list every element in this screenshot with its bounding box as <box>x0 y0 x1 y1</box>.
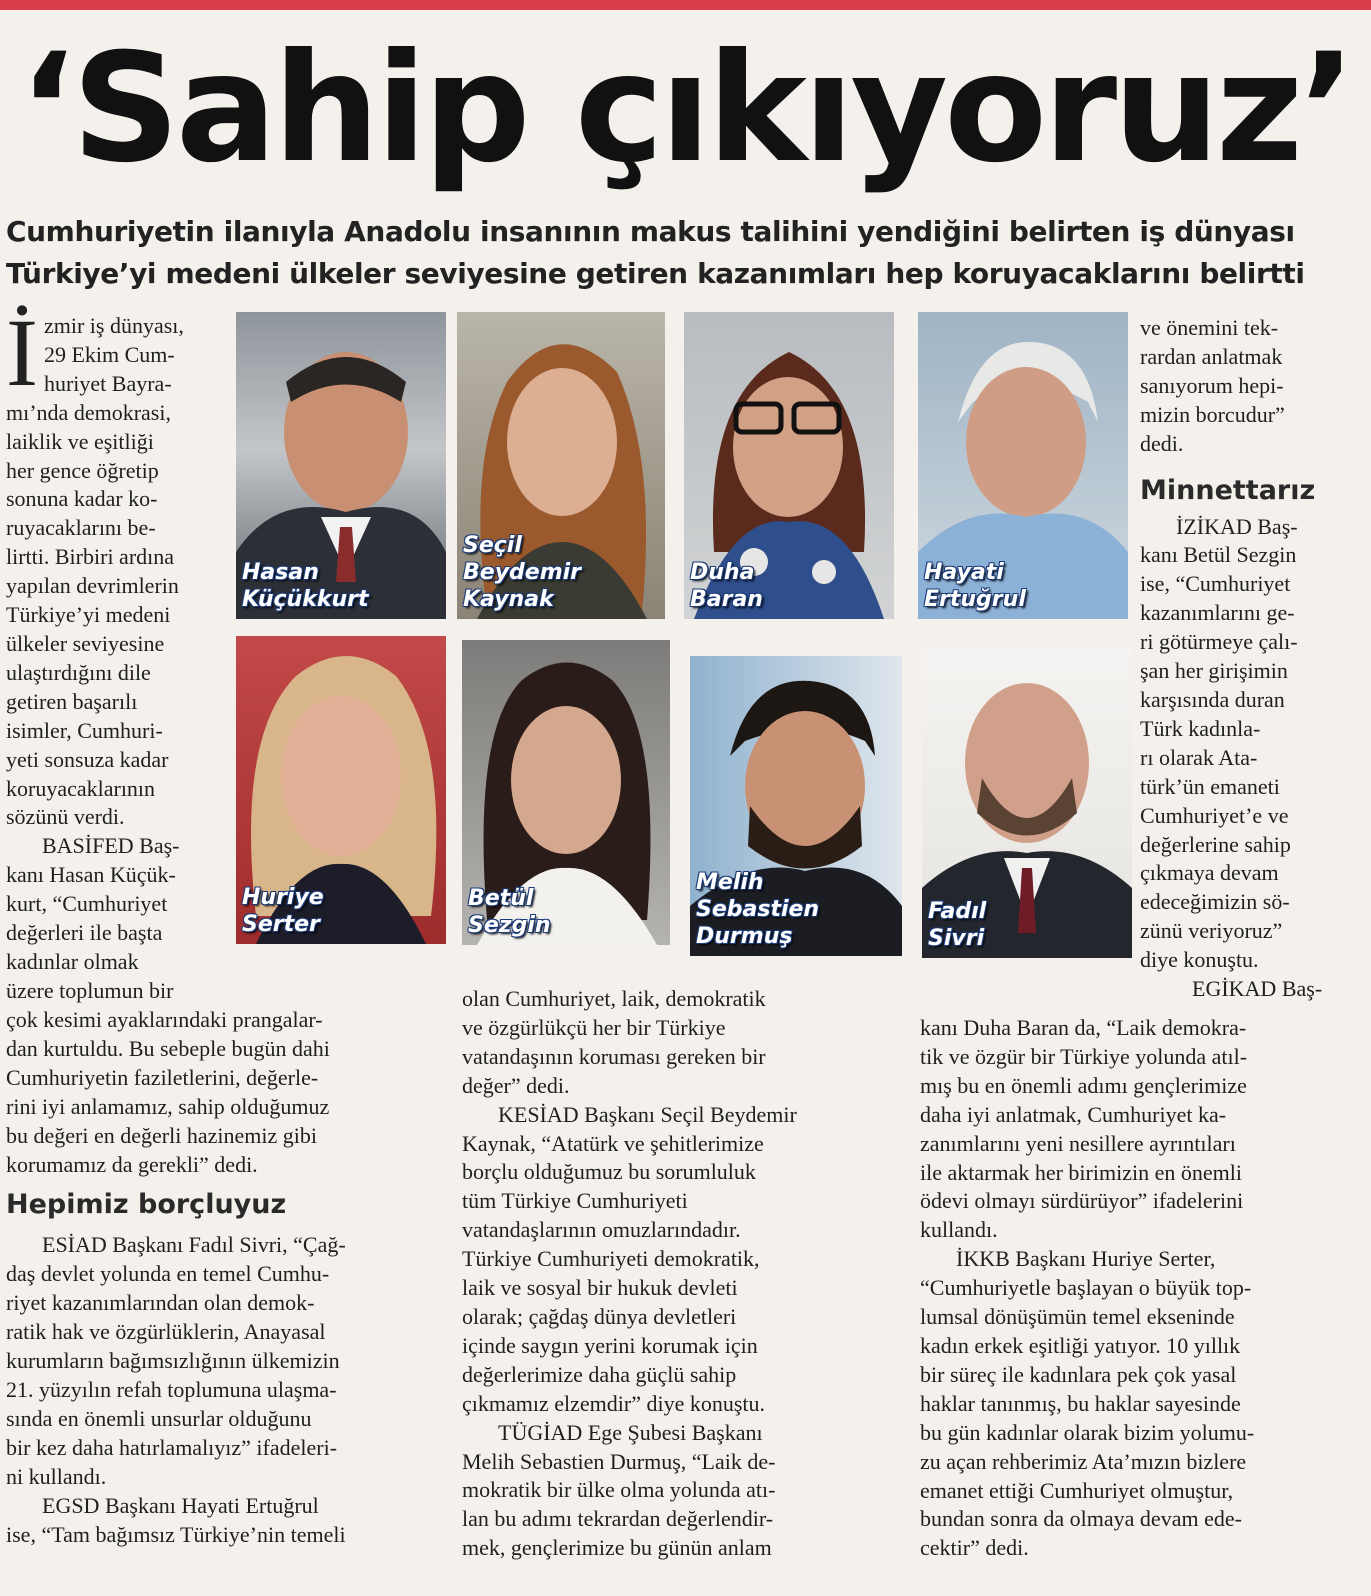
text-line: türk’ün emaneti <box>1140 773 1280 799</box>
text-line: içinde saygın yerini korumak için <box>462 1332 758 1358</box>
text-line: ri götürmeye çalı- <box>1140 629 1298 655</box>
text-line: Kaynak, “Atatürk ve şehitlerimize <box>462 1130 764 1156</box>
caption-line: Küçükkurt <box>242 587 369 612</box>
text-line: bu gün kadınlar olarak bizim yolumu- <box>920 1419 1255 1445</box>
text-line: EGİKAD Baş- <box>1192 976 1323 1002</box>
caption-line: Fadıl <box>928 899 987 924</box>
text-line: değerleri ile başta <box>6 920 163 946</box>
text-line: diye konuştu. <box>1140 947 1259 973</box>
headline: ‘Sahip çıkıyoruz’ <box>18 22 1353 196</box>
text-line: ESİAD Başkanı Fadıl Sivri, “Çağ- <box>42 1232 346 1258</box>
text-line: ile aktarmak her birimizin en önemli <box>920 1159 1242 1185</box>
text-line: cektir” dedi. <box>920 1535 1029 1561</box>
text-line: bundan sonra da olmaya devam ede- <box>920 1506 1242 1532</box>
text-line: Cumhuriyetin faziletlerini, değerle- <box>6 1064 319 1090</box>
caption-line: Duha <box>690 560 755 585</box>
caption-line: Seçil <box>463 533 522 558</box>
text-line: kanı Hasan Küçük- <box>6 862 176 888</box>
text-line: borçlu olduğumuz bu sorumluluk <box>462 1159 756 1185</box>
photo-caption <box>242 559 369 613</box>
text-line: değer” dedi. <box>462 1072 570 1098</box>
text-line: ratik hak ve özgürlüklerin, Anayasal <box>6 1319 326 1345</box>
column-1-narrow <box>6 299 234 1006</box>
text-line: yapılan devrimlerin <box>6 573 179 599</box>
portrait-photo-fadil-sivri <box>922 648 1132 958</box>
text-line: ise, “Tam bağımsız Türkiye’nin temeli <box>6 1521 346 1547</box>
subhead-minnettariz: Minnettarız <box>1140 474 1316 506</box>
text-line: 21. yüzyılın refah toplumuna ulaşma- <box>6 1376 337 1402</box>
text-line: BASİFED Baş- <box>42 833 180 859</box>
text-line: rardan anlatmak <box>1140 343 1283 369</box>
column-2 <box>462 985 902 1563</box>
text-line: zünü veriyoruz” <box>1140 918 1283 944</box>
text-line: rini iyi anlamamız, sahip olduğumuz <box>6 1093 330 1119</box>
text-line: lan bu adımı tekrardan değerlendir- <box>462 1506 774 1532</box>
portrait-photo-hayati-ertugrul <box>918 312 1128 619</box>
text-line: kazanımlarını ge- <box>1140 600 1295 626</box>
text-line: bir süreç ile kadınlara pek çok yasal <box>920 1361 1237 1387</box>
caption-line: Baran <box>690 587 763 612</box>
text-line: her gence öğretip <box>6 457 159 483</box>
text-line: kadınlar olmak <box>6 948 139 974</box>
text-line: değerlerimize daha güçlü sahip <box>462 1361 737 1387</box>
photo-caption <box>690 559 763 613</box>
text-line: sonuna kadar ko- <box>6 486 158 512</box>
text-line: Melih Sebastien Durmuş, “Laik de- <box>462 1448 776 1474</box>
text-line: bu değeri en değerli hazinemiz gibi <box>6 1122 317 1148</box>
portrait-photo-hasan-kucukkurt <box>236 312 446 619</box>
text-line: bir kez daha hatırlamalıyız” ifadeleri- <box>6 1434 338 1460</box>
caption-line: Kaynak <box>463 587 554 612</box>
text-line: daha iyi anlatmak, Cumhuriyet ka- <box>920 1101 1227 1127</box>
text-line: vatandaşlarının omuzlarındadır. <box>462 1217 741 1243</box>
text-line: laiklik ve eşitliği <box>6 428 154 454</box>
text-line: “Cumhuriyetle başlayan o büyük top- <box>920 1275 1252 1301</box>
text-line: yeti sonsuza kadar <box>6 746 169 772</box>
text-line: kullandı. <box>920 1217 998 1243</box>
caption-line: Sivri <box>928 926 985 951</box>
subheadline-line-1: Cumhuriyetin ilanıyla Anadolu insanının makus talihini yendiğini belirten iş dünyası <box>6 215 1295 248</box>
text-line: mokratik bir ülke olma yolunda atı- <box>462 1477 776 1503</box>
text-line: koruyacaklarının <box>6 775 156 801</box>
drop-cap: İ <box>6 299 38 406</box>
text-line: ise, “Cumhuriyet <box>1140 571 1291 597</box>
text-line: mek, gençlerimize bu günün anlam <box>462 1535 772 1561</box>
text-line: 29 Ekim Cum- <box>43 341 175 367</box>
text-line: TÜGİAD Ege Şubesi Başkanı <box>498 1419 763 1445</box>
text-line: lirtti. Birbiri ardına <box>6 544 175 570</box>
portrait-photo-melih-sebastien-durmus <box>690 656 902 956</box>
text-line: ödevi olmayı sürdürüyor” ifadelerini <box>920 1188 1244 1214</box>
text-line: sanıyorum hepi- <box>1140 372 1284 398</box>
text-line: ve özgürlükçü her bir Türkiye <box>462 1014 726 1040</box>
photo-caption <box>928 898 986 952</box>
text-line: olan Cumhuriyet, laik, demokratik <box>462 986 766 1011</box>
caption-line: Huriye <box>242 885 324 910</box>
text-line: ve önemini tek- <box>1140 315 1279 340</box>
text-line: ni kullandı. <box>6 1463 107 1489</box>
portrait-photo-betul-sezgin <box>462 640 670 945</box>
top-accent-bar <box>0 0 1371 10</box>
text-line: çok kesimi ayaklarındaki prangalar- <box>6 1007 323 1032</box>
photo-caption <box>468 885 551 939</box>
text-line: kanı Betül Sezgin <box>1140 542 1297 568</box>
text-line: tik ve özgür bir Türkiye yolunda atıl- <box>920 1043 1248 1069</box>
text-line: sında en önemli unsurlar olduğunu <box>6 1405 312 1431</box>
text-line: zu açan rehberimiz Ata’mızın bizlere <box>920 1448 1247 1474</box>
text-line: İZİKAD Baş- <box>1176 513 1298 539</box>
photo-caption <box>924 559 1026 613</box>
column-1-wide <box>6 1006 446 1549</box>
text-line: dan kurtuldu. Bu sebeple bugün dahi <box>6 1035 330 1061</box>
text-line: korumamız da gerekli” dedi. <box>6 1151 258 1177</box>
text-line: üzere toplumun bir <box>6 977 174 1003</box>
caption-line: Sebastien <box>696 897 820 922</box>
text-line: İKKB Başkanı Huriye Serter, <box>956 1246 1216 1272</box>
caption-line: Beydemir <box>463 560 582 585</box>
caption-line: Sezgin <box>468 913 551 938</box>
text-line: Türkiye’yi medeni <box>6 602 171 628</box>
caption-line: Betül <box>468 886 534 911</box>
text-line: olarak; çağdaş dünya devletleri <box>462 1303 737 1329</box>
photo-caption <box>696 869 819 950</box>
text-line: mizin borcudur” <box>1140 401 1285 427</box>
photo-caption <box>463 532 581 613</box>
caption-line: Hasan <box>242 560 319 585</box>
text-line: vatandaşının koruması gereken bir <box>462 1043 766 1069</box>
caption-line: Melih <box>696 870 764 895</box>
column-3-wide <box>920 1014 1366 1563</box>
subhead-hepimiz-borcluyuz: Hepimiz borçluyuz <box>6 1189 287 1221</box>
text-line: isimler, Cumhuri- <box>6 717 163 743</box>
text-line: kanı Duha Baran da, “Laik demokra- <box>920 1015 1247 1040</box>
text-line: laik ve sosyal bir hukuk devleti <box>462 1275 738 1301</box>
text-line: kurumların bağımsızlığının ülkemizin <box>6 1348 340 1374</box>
subheadline-line-2: Türkiye’yi medeni ülkeler seviyesine getiren kazanımları hep koruyacaklarını belirtti <box>6 257 1305 290</box>
text-line: kurt, “Cumhuriyet <box>6 891 168 917</box>
text-line: mı’nda demokrasi, <box>6 399 171 425</box>
text-line: emanet ettiği Cumhuriyet olmuştur, <box>920 1477 1234 1503</box>
caption-line: Durmuş <box>696 924 793 949</box>
portrait-photo-huriye-serter <box>236 636 446 944</box>
text-line: ulaştırdığını dile <box>6 659 151 685</box>
column-3-narrow <box>1140 314 1366 1004</box>
text-line: mış bu en önemli adımı gençlerimize <box>920 1072 1247 1098</box>
text-line: Türk kadınla- <box>1140 715 1261 741</box>
text-line: değerlerine sahip <box>1140 831 1291 857</box>
text-line: rı olarak Ata- <box>1140 744 1258 770</box>
portrait-photo-duha-baran <box>684 312 894 619</box>
text-line: getiren başarılı <box>6 688 138 714</box>
caption-line: Hayati <box>924 560 1004 585</box>
text-line: ruyacaklarını be- <box>6 515 156 541</box>
text-line: çıkmaya devam <box>1140 860 1279 886</box>
text-line: çıkmamız elzemdir” diye konuştu. <box>462 1390 766 1416</box>
text-line: haklar tanınmış, bu haklar sayesinde <box>920 1390 1241 1416</box>
caption-line: Ertuğrul <box>924 587 1026 612</box>
text-line: zanımlarını yeni nesillere ayrıntıları <box>920 1130 1236 1156</box>
text-line: zmir iş dünyası, <box>43 313 184 338</box>
text-line: edeceğimizin sö- <box>1140 889 1290 915</box>
text-line: karşısında duran <box>1140 686 1285 712</box>
text-line: sözünü verdi. <box>6 804 125 830</box>
text-line: KESİAD Başkanı Seçil Beydemir <box>498 1101 797 1127</box>
text-line: tüm Türkiye Cumhuriyeti <box>462 1188 688 1214</box>
text-line: lumsal dönüşümün temel ekseninde <box>920 1304 1235 1330</box>
portrait-photo-secil-beydemir-kaynak <box>457 312 665 619</box>
text-line: dedi. <box>1140 430 1184 456</box>
text-line: şan her girişimin <box>1140 658 1288 684</box>
text-line: Cumhuriyet’e ve <box>1140 802 1289 828</box>
caption-line: Serter <box>242 912 320 937</box>
column-1-narrow-text <box>6 299 234 1006</box>
text-line: EGSD Başkanı Hayati Ertuğrul <box>42 1492 319 1518</box>
text-line: ülkeler seviyesine <box>6 630 165 656</box>
text-line: huriyet Bayra- <box>43 370 172 396</box>
text-line: kadın erkek eşitliği yatıyor. 10 yıllık <box>920 1332 1241 1358</box>
text-line: riyet kazanımlarından olan demok- <box>6 1290 315 1316</box>
text-line: daş devlet yolunda en temel Cumhu- <box>6 1261 330 1287</box>
text-line: Türkiye Cumhuriyeti demokratik, <box>462 1246 760 1272</box>
photo-caption <box>242 884 324 938</box>
